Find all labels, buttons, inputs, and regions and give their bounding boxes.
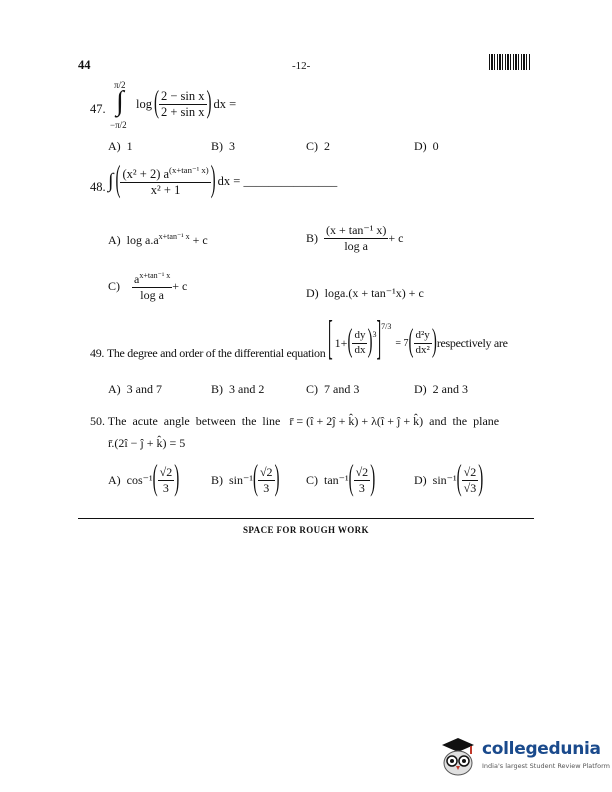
divider-line — [78, 518, 534, 519]
brand-name: collegedunia — [482, 739, 601, 759]
q48-denominator: x² + 1 — [150, 183, 181, 198]
brand-tagline: India's largest Student Review Platform — [482, 762, 610, 770]
owl-mascot-icon — [438, 735, 478, 777]
barcode-image — [489, 54, 531, 70]
q47-option-c: C) 2 — [306, 139, 330, 153]
q50-option-b: B) sin⁻¹ ( $\frac{√2}{3}$ ) — [211, 459, 280, 499]
q47-tail: dx = — [213, 97, 237, 112]
q47-fraction — [159, 90, 207, 119]
q48-number: 48. — [90, 180, 106, 194]
q47-option-b: B) 3 — [211, 139, 235, 153]
q48-option-c: C) $\frac{a^{x+tan^{-1} x}}{\text{log a}}$ + c — [108, 271, 188, 302]
rough-work-label: SPACE FOR ROUGH WORK — [243, 525, 369, 535]
q47-expression: log ( $\frac{\text{2 − sin x}}{\text{2 + sin x}}$ ) dx = — [136, 86, 237, 121]
q50-option-c: C) tan⁻¹ ( $\frac{√2}{3}$ ) — [306, 459, 376, 499]
q50-option-d: D) sin⁻¹ ( $\frac{√2}{√3}$ ) — [414, 459, 484, 499]
q47-upper-limit: π/2 — [114, 80, 126, 90]
page-number: 44 — [78, 58, 91, 72]
q50-line2: r̄.(2î − ĵ + k̂) = 5 — [108, 436, 186, 450]
integral-sign-icon: ∫ — [116, 86, 124, 117]
q48-fraction — [120, 166, 210, 197]
q49-option-c: C) 7 and 3 — [306, 382, 360, 396]
q49-option-d: D) 2 and 3 — [414, 382, 468, 396]
q47-option-a: A) 1 — [108, 139, 133, 153]
q47-number: 47. — [90, 102, 106, 116]
q48-tail: dx = _______________ — [217, 174, 338, 189]
q49-number-text: 49. The degree and order of the differential equation — [90, 346, 326, 360]
q49-option-b: B) 3 and 2 — [211, 382, 265, 396]
page-center-label: -12- — [292, 60, 311, 72]
q47-lower-limit: −π/2 — [110, 120, 127, 130]
integral-sign-icon: ∫ — [108, 170, 114, 193]
q47-option-d: D) 0 — [414, 139, 439, 153]
collegedunia-logo — [438, 735, 610, 785]
q50-option-a: A) cos⁻¹ ( $\frac{√2}{3}$ ) — [108, 459, 180, 499]
q49-option-a: A) 3 and 7 — [108, 382, 162, 396]
q48-option-b: B) $\frac{\text{(x + tan⁻¹ x)}}{\text{log a}}$ + c — [306, 223, 404, 253]
q47-denominator: 2 + sin x — [160, 105, 205, 120]
q49-equation: [ 1+ ( $\frac{dy}{dx}$ ) $^3$ ] $^{7/3}$ = 7 ( $\frac{\text{d²y}}{\text{dx²}}$ ) respectively are — [328, 315, 508, 367]
q48-numerator: (x² + 2) $a^{(x+tan^{-1} x)}$ — [120, 166, 210, 183]
q48-option-d: D) loga.(x + tan⁻¹x) + c — [306, 286, 424, 300]
q48-expression: ∫ ( $\frac{(x^2 + 2) a^{(x+tan^{-1} x)}}{\text{x² + 1}}$ ) dx = _______________ — [108, 160, 338, 201]
q50-line1: 50. The acute angle between the line r̄ = (î + 2ĵ + k̂) + λ(î + ĵ + k̂) and the plane — [90, 414, 500, 428]
q48-option-a: A) $\log a.a^{x+tan^{-1} x} + c$ — [108, 232, 208, 247]
q47-numerator: 2 − sin x — [159, 90, 207, 105]
q47-log: log — [136, 97, 152, 112]
